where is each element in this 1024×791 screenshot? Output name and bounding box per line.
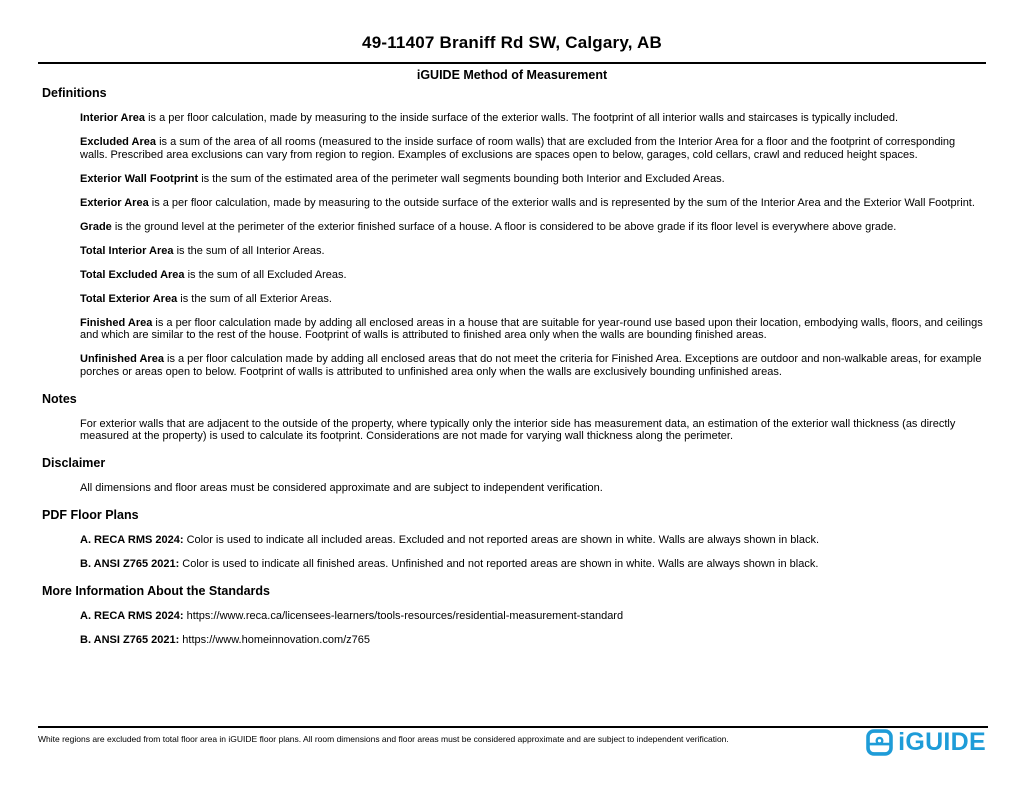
definition-interior-area <box>80 112 985 125</box>
standard-text: Color is used to indicate all finished areas. Unfinished and not reported areas are shown in white. Walls are always shown in black. <box>179 558 819 570</box>
standard-label: A. RECA RMS 2024: <box>80 534 184 546</box>
section-heading-disclaimer: Disclaimer <box>42 456 106 470</box>
definition-unfinished-area <box>80 353 985 378</box>
definition-term: Total Interior Area <box>80 244 174 257</box>
definition-term: Exterior Wall Footprint <box>80 172 199 185</box>
definition-total-excluded-area <box>80 269 985 282</box>
more-info-item-ansi <box>80 634 985 647</box>
definition-text: is a per floor calculation made by adding all enclosed areas that do not meet the criteria for Finished Area. Exceptions are outdoor and non-walkable areas, for example porches or areas open to below. Footprint of walls is attributed to unfinished area only when the walls are exclusively bounding unfinished areas. <box>80 353 982 378</box>
page-footer <box>0 726 1024 756</box>
more-info-item-reca <box>80 610 985 623</box>
definition-text: is the sum of all Exterior Areas. <box>177 292 332 305</box>
definition-term: Excluded Area <box>80 136 157 148</box>
page-subtitle: iGUIDE Method of Measurement <box>416 68 608 82</box>
definition-text: is the sum of all Interior Areas. <box>173 244 325 257</box>
footer-disclaimer: White regions are excluded from total floor area in iGUIDE floor plans. All room dimensions and floor areas must be considered approximate and are subject to independent verification. <box>38 734 729 744</box>
definition-term: Total Excluded Area <box>80 268 185 281</box>
definition-text: is a sum of the area of all rooms (measured to the inside surface of room walls) that are excluded from the Interior Area for a floor and the footprint of corresponding walls. Prescribed area exclusions can vary from region to region. Examples of exclusions are spaces open to below, garages, cold cellars, crawl and reduced height spaces. <box>80 136 956 161</box>
notes-paragraph: For exterior walls that are adjacent to the outside of the property, where typically only the interior side has measurement data, an estimation of the exterior wall thickness (as directly measured at the property) is used to calculate its footprint. Considerations are not made for varying wall thickness along the perimeter. <box>80 417 956 442</box>
document-body <box>42 84 985 647</box>
iguide-camera-icon <box>866 729 893 756</box>
definition-total-interior-area <box>80 245 985 258</box>
definition-text: is a per floor calculation, made by measuring to the inside surface of the exterior walls. The footprint of all interior walls and staircases is typically included. <box>145 112 899 124</box>
iguide-logo <box>866 729 986 756</box>
iguide-logo-text: iGUIDE <box>898 728 986 756</box>
definition-exterior-area <box>80 197 985 210</box>
section-heading-definitions: Definitions <box>42 86 107 100</box>
definition-term: Grade <box>80 220 112 233</box>
footer-divider <box>38 726 988 728</box>
definition-term: Unfinished Area <box>80 353 164 365</box>
definition-grade <box>80 221 985 234</box>
standard-label: B. ANSI Z765 2021: <box>80 634 180 646</box>
standard-label: A. RECA RMS 2024: <box>80 610 184 622</box>
definition-term: Total Exterior Area <box>80 292 178 305</box>
pdf-floor-plans-item-ansi <box>80 558 985 571</box>
definition-text: is a per floor calculation, made by measuring to the outside surface of the exterior walls and is represented by the sum of the Interior Area and the Exterior Wall Footprint. <box>148 196 975 209</box>
definition-term: Exterior Area <box>80 196 149 209</box>
disclaimer-paragraph: All dimensions and floor areas must be considered approximate and are subject to independent verification. <box>80 482 603 494</box>
definition-text: is the ground level at the perimeter of the exterior finished surface of a house. A floor is considered to be above grade if its floor level is everywhere above grade. <box>111 220 897 233</box>
title-divider <box>38 62 986 64</box>
page-title: 49-11407 Braniff Rd SW, Calgary, AB <box>362 33 662 52</box>
definition-term: Interior Area <box>80 112 146 124</box>
definition-exterior-wall-footprint <box>80 173 985 186</box>
definition-excluded-area <box>80 136 985 161</box>
standard-text: Color is used to indicate all included areas. Excluded and not reported areas are shown in white. Walls are always shown in black. <box>183 534 820 546</box>
section-heading-more-info: More Information About the Standards <box>42 584 271 598</box>
standard-url: https://www.homeinnovation.com/z765 <box>179 634 371 646</box>
definition-finished-area <box>80 317 985 342</box>
standard-url: https://www.reca.ca/licensees-learners/tools-resources/residential-measurement-standard <box>183 610 624 622</box>
definition-text: is the sum of all Excluded Areas. <box>184 268 347 281</box>
definition-term: Finished Area <box>80 316 153 329</box>
pdf-floor-plans-item-reca <box>80 534 985 547</box>
definition-text: is the sum of the estimated area of the perimeter wall segments bounding both Interior and Excluded Areas. <box>198 172 725 185</box>
section-heading-notes: Notes <box>42 391 77 406</box>
standard-label: B. ANSI Z765 2021: <box>80 558 180 570</box>
definition-total-exterior-area <box>80 293 985 306</box>
definition-text: is a per floor calculation made by adding all enclosed areas in a house that are suitable for year-round use based upon their location, embodying walls, floors, and ceilings and which are similar to the rest of the house. Footprint of walls is attributed to finished area only when the walls are bounding finished areas. <box>80 316 983 341</box>
section-heading-pdf-floor-plans: PDF Floor Plans <box>42 508 139 522</box>
